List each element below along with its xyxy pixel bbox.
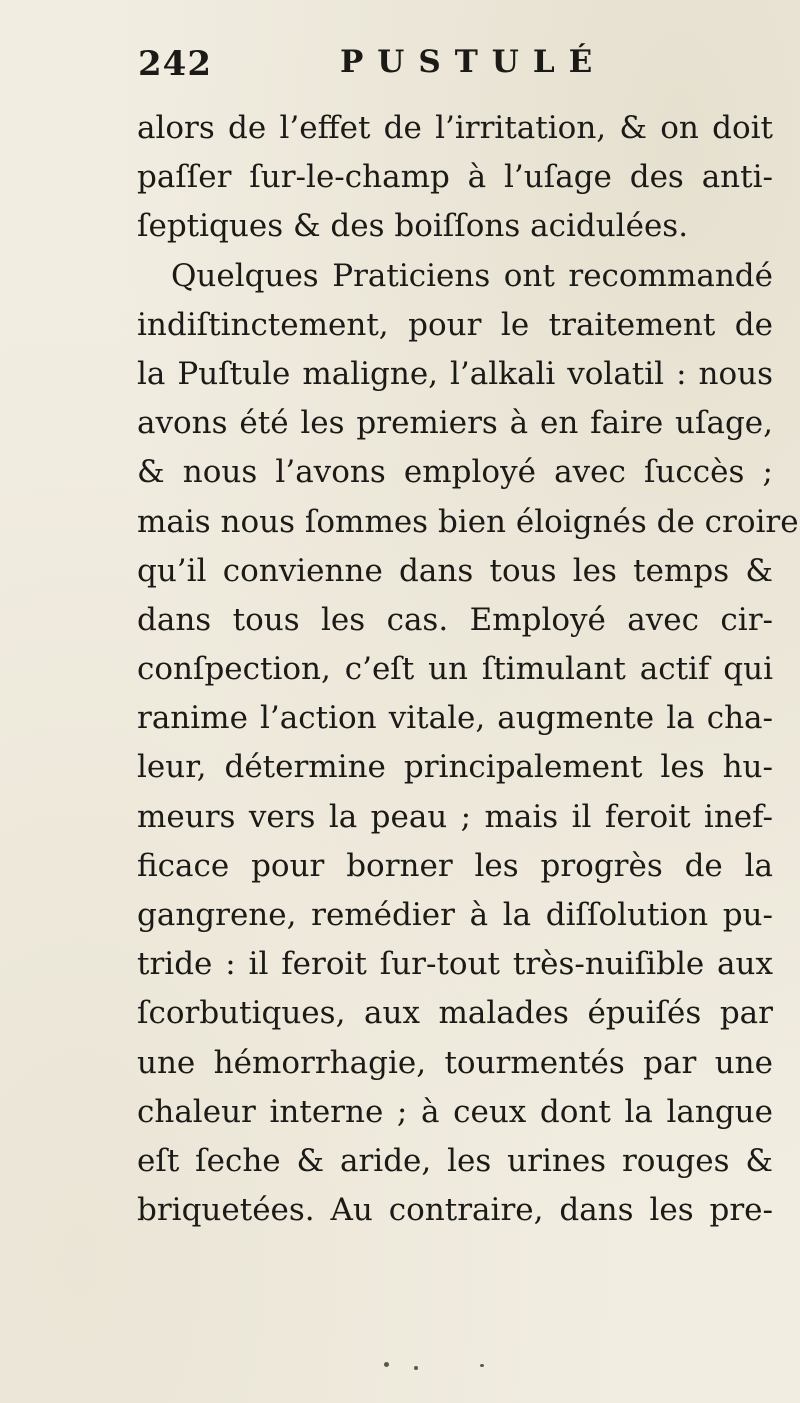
text-line: la Puſtule maligne, l’alkali volatil : nous: [137, 355, 773, 392]
text-line: indiſtinctement, pour le traitement de: [137, 306, 773, 343]
text-line: & nous l’avons employé avec ſuccès ;: [137, 454, 773, 491]
text-line: meurs vers la peau ; mais il feroit inef-: [137, 798, 773, 835]
page-number: 242: [138, 44, 212, 84]
text-line: dans tous les cas. Employé avec cir-: [137, 601, 773, 638]
text-line: une hémorrhagie, tourmentés par une: [137, 1044, 773, 1081]
text-line: chaleur interne ; à ceux dont la langue: [137, 1093, 773, 1130]
text-line: Quelques Praticiens ont recommandé: [171, 257, 773, 294]
page-header: [138, 44, 658, 92]
ink-specks: [384, 1362, 534, 1382]
text-line: qu’il convienne dans tous les temps &: [137, 552, 773, 589]
ink-speck: [480, 1364, 484, 1367]
ink-speck: [414, 1366, 418, 1370]
text-line: eſt ſeche & aride, les urines rouges &: [137, 1142, 773, 1179]
text-line: gangrene, remédier à la diſſolution pu-: [137, 897, 773, 933]
text-line: mais nous ſommes bien éloignés de croire: [137, 503, 799, 540]
text-line: paſſer ſur-le-champ à l’uſage des anti-: [137, 159, 773, 196]
text-line: leur, détermine principalement les hu-: [137, 749, 773, 786]
running-title: PUSTULÉ: [340, 44, 607, 80]
text-line: avons été les premiers à en faire uſage,: [137, 405, 773, 442]
ink-speck: [384, 1362, 389, 1367]
text-line: ſcorbutiques, aux malades épuiſés par: [137, 995, 773, 1032]
text-line: briquetées. Au contraire, dans les pre-: [137, 1192, 773, 1229]
body-text: [137, 104, 799, 1235]
text-line: conſpection, c’eſt un ſtimulant actif qui: [137, 651, 773, 688]
text-line: alors de l’effet de l’irritation, & on doit: [137, 110, 773, 146]
text-line: ficace pour borner les progrès de la: [137, 847, 773, 884]
text-line: ſeptiques & des boiſſons acidulées.: [137, 208, 689, 245]
text-line: tride : il feroit ſur-tout très-nuiſible aux: [137, 946, 773, 983]
text-line: ranime l’action vitale, augmente la cha-: [137, 700, 773, 737]
